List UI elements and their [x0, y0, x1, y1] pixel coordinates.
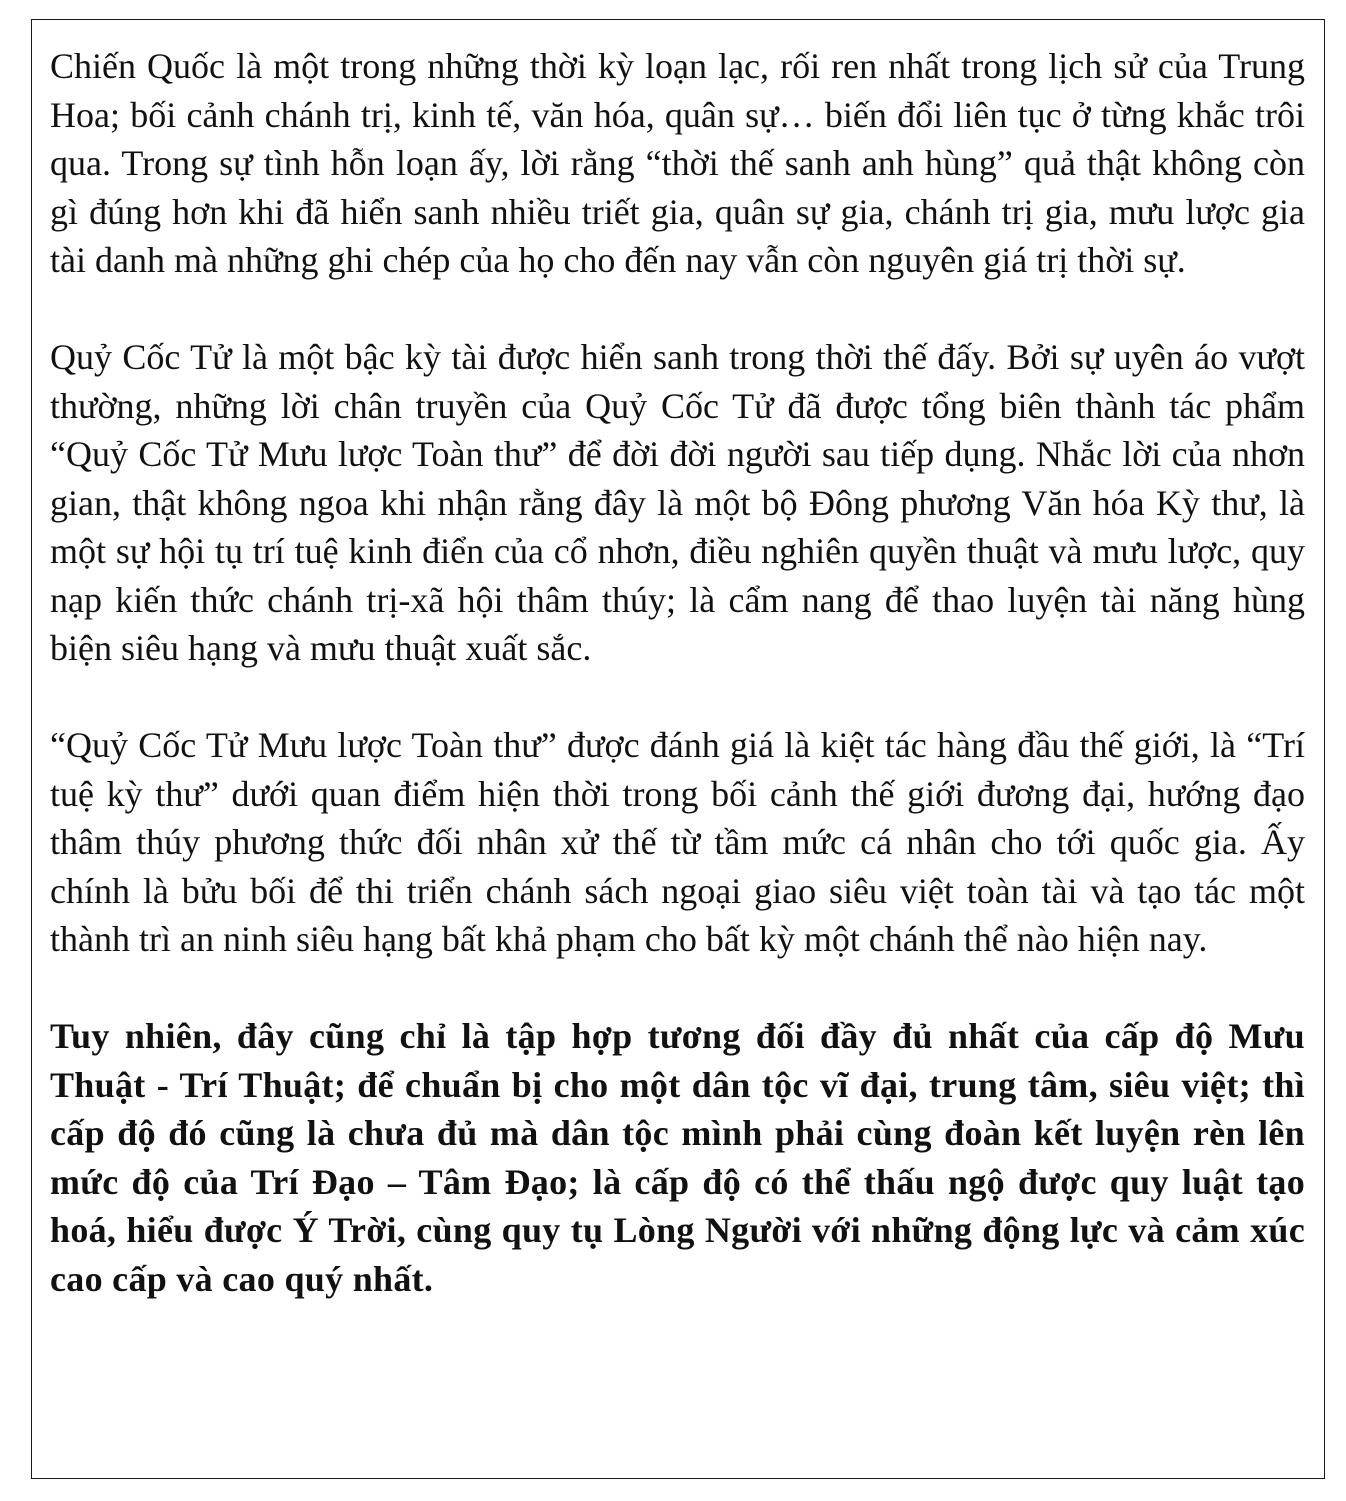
document-body: [50, 42, 1305, 1303]
paragraph-masterpiece: “Quỷ Cốc Tử Mưu lược Toàn thư” được đánh giá là kiệt tác hàng đầu thế giới, là “Trí tuệ kỳ thư” dưới quan điểm hiện thời trong bối cảnh thế giới đương đại, hướng đạo thâm thúy phương thức đối nhân xử thế từ tầm mức cá nhân cho tới quốc gia. Ấy chính là bửu bối để thi triển chánh sách ngoại giao siêu việt toàn tài và tạo tác một thành trì an ninh siêu hạng bất khả phạm cho bất kỳ một chánh thể nào hiện nay.: [50, 725, 1305, 959]
paragraph-intro: Chiến Quốc là một trong những thời kỳ loạn lạc, rối ren nhất trong lịch sử của Trung Hoa; bối cảnh chánh trị, kinh tế, văn hóa, quân sự… biến đổi liên tục ở từng khắc trôi qua. Trong sự tình hỗn loạn ấy, lời rằng “thời thế sanh anh hùng” quả thật không còn gì đúng hơn khi đã hiển sanh nhiều triết gia, quân sự gia, chánh trị gia, mưu lược gia tài danh mà những ghi chép của họ cho đến nay vẫn còn nguyên giá trị thời sự.: [50, 46, 1305, 280]
paragraph-conclusion: Tuy nhiên, đây cũng chỉ là tập hợp tương đối đầy đủ nhất của cấp độ Mưu Thuật - Trí Thuật; để chuẩn bị cho một dân tộc vĩ đại, trung tâm, siêu việt; thì cấp độ đó cũng là chưa đủ mà dân tộc mình phải cùng đoàn kết luyện rèn lên mức độ của Trí Đạo – Tâm Đạo; là cấp độ có thể thấu ngộ được quy luật tạo hoá, hiểu được Ý Trời, cùng quy tụ Lòng Người với những động lực và cảm xúc cao cấp và cao quý nhất.: [50, 1016, 1305, 1299]
paragraph-quy-coc-tu: Quỷ Cốc Tử là một bậc kỳ tài được hiển sanh trong thời thế đấy. Bởi sự uyên áo vượt thường, những lời chân truyền của Quỷ Cốc Tử đã được tổng biên thành tác phẩm “Quỷ Cốc Tử Mưu lược Toàn thư” để đời đời người sau tiếp dụng. Nhắc lời của nhơn gian, thật không ngoa khi nhận rằng đây là một bộ Đông phương Văn hóa Kỳ thư, là một sự hội tụ trí tuệ kinh điển của cổ nhơn, điều nghiên quyền thuật và mưu lược, quy nạp kiến thức chánh trị-xã hội thâm thúy; là cẩm nang để thao luyện tài năng hùng biện siêu hạng và mưu thuật xuất sắc.: [50, 337, 1305, 668]
